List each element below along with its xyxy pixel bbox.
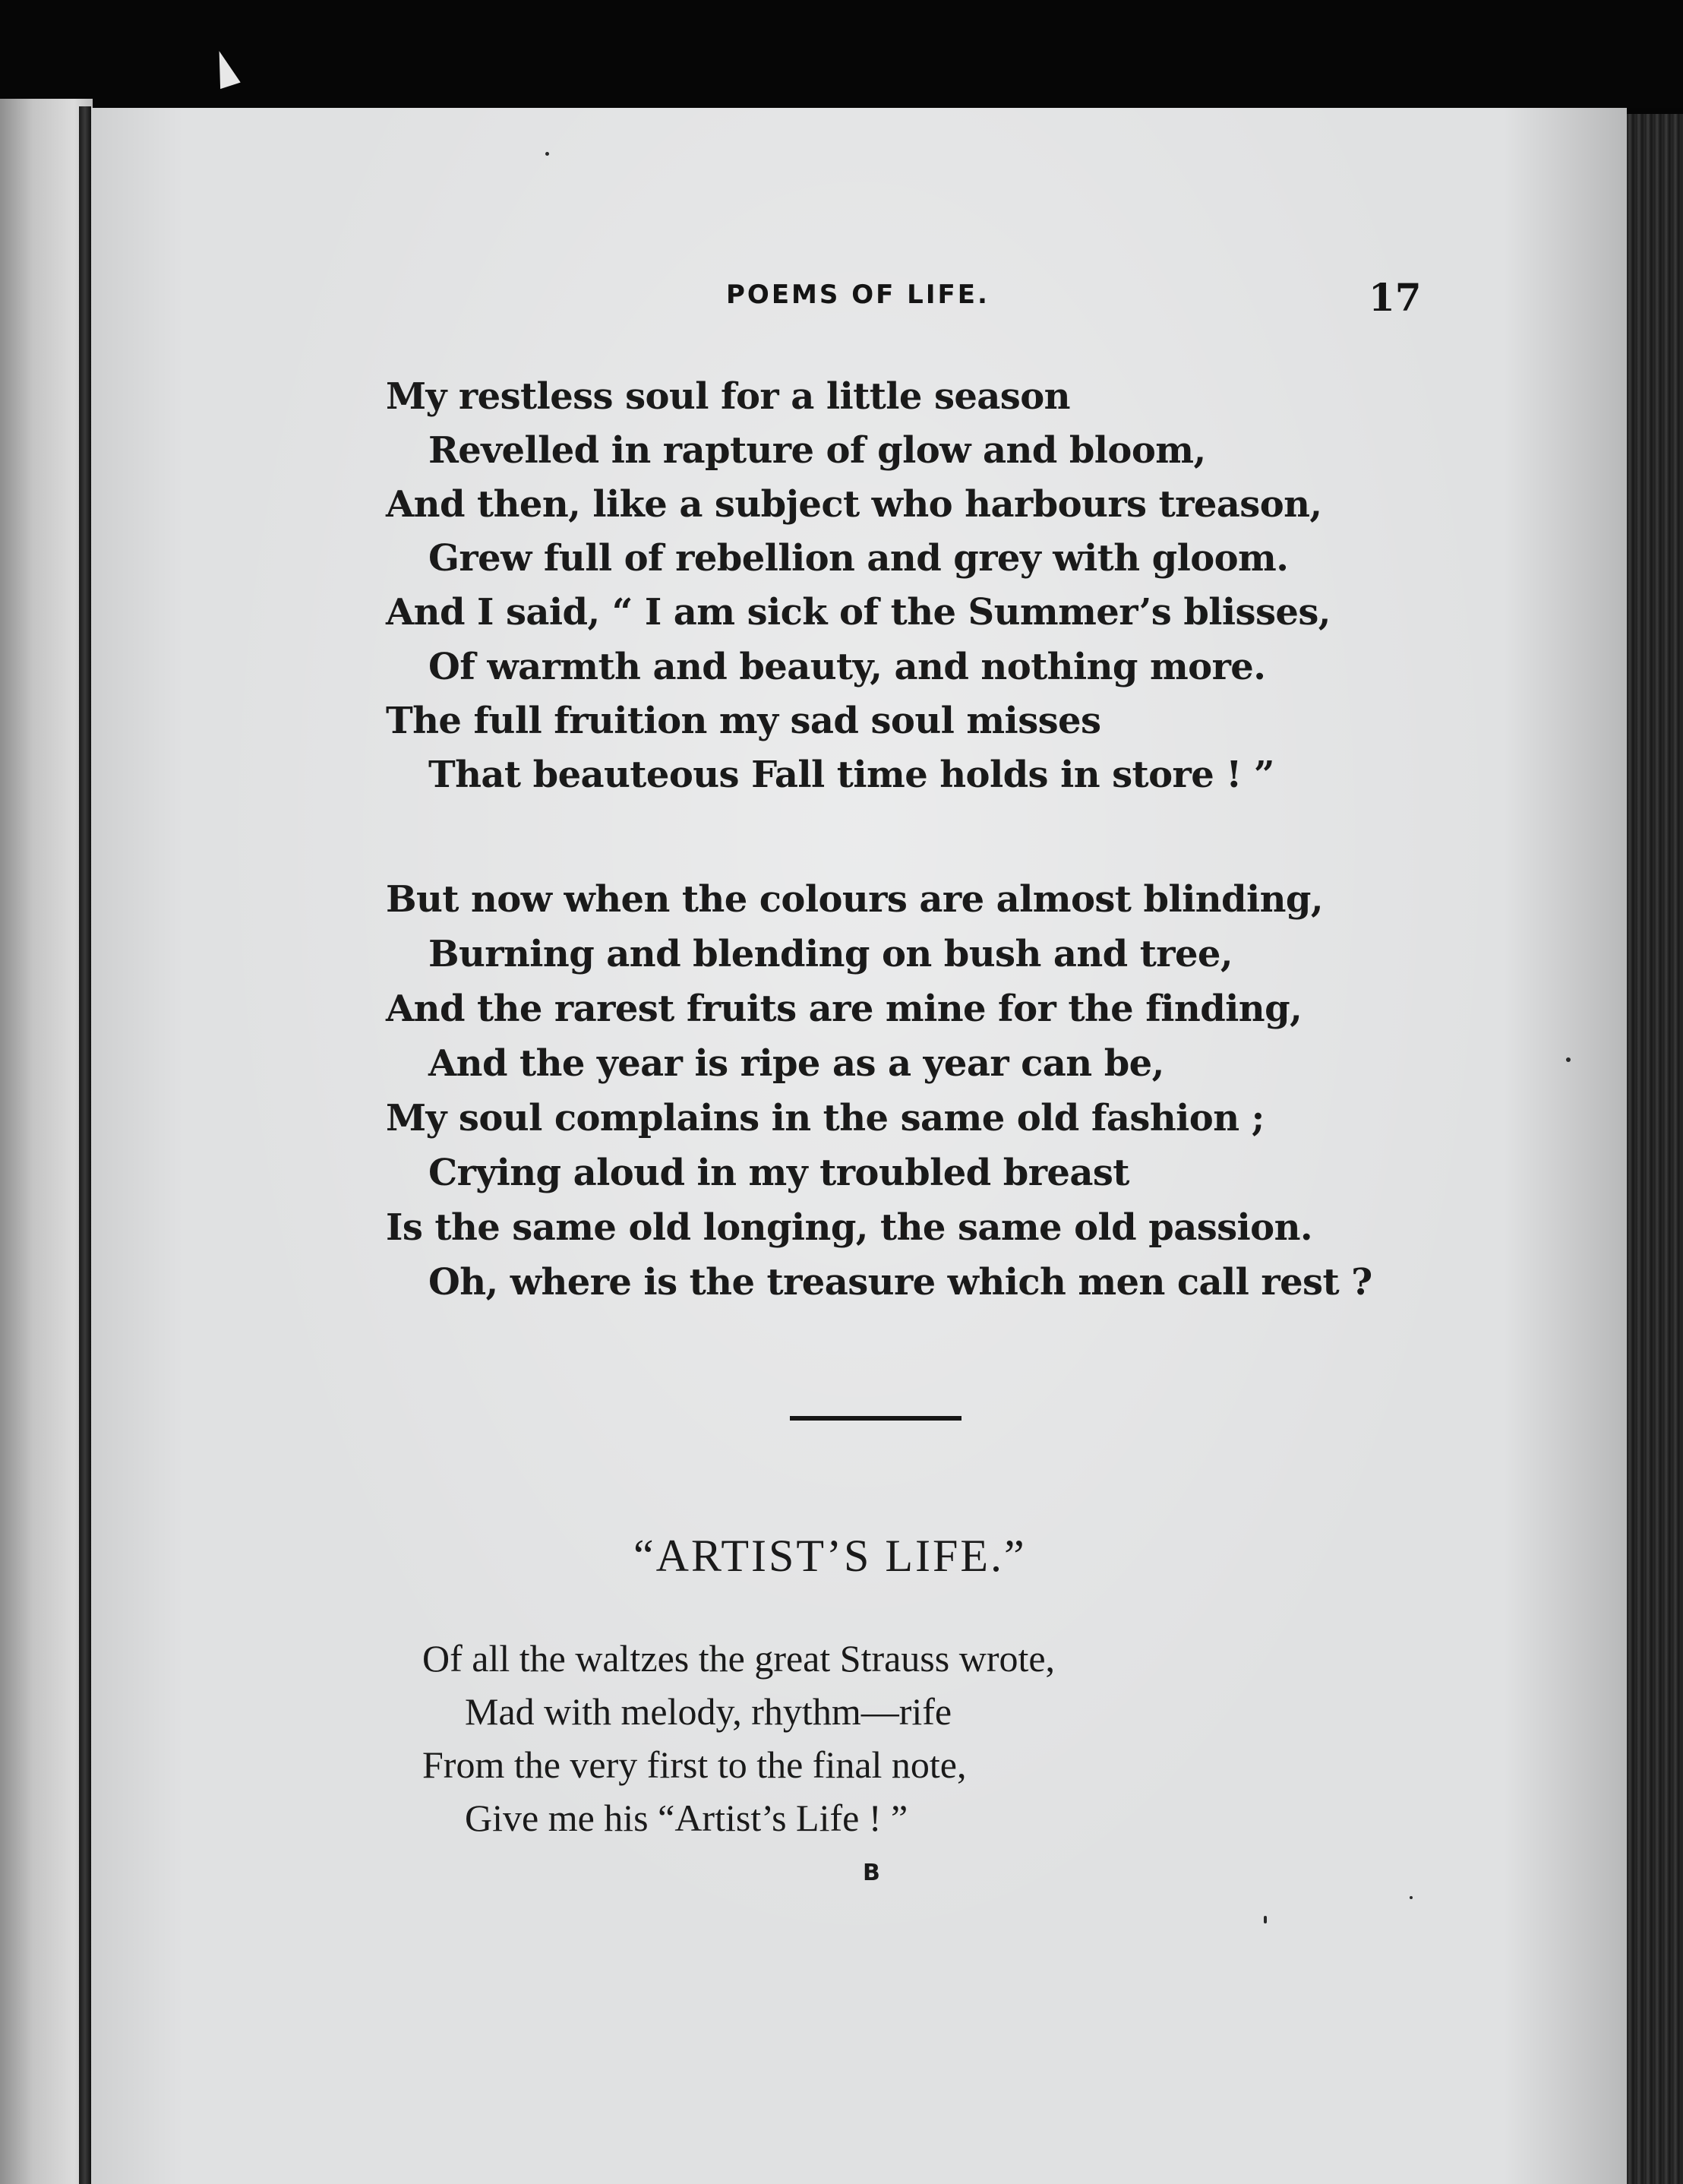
poem-line: Of all the waltzes the great Strauss wrote, [422, 1637, 1056, 1680]
poem-line: That beauteous Fall time holds in store ! ” [428, 754, 1274, 796]
poem-line: And then, like a subject who harbours treason, [386, 483, 1322, 526]
poem-line: And the rarest fruits are mine for the finding, [386, 988, 1303, 1030]
poem-line: Crying aloud in my troubled breast [428, 1152, 1129, 1194]
scan-speck [545, 152, 549, 156]
poem-line: Revelled in rapture of glow and bloom, [428, 429, 1206, 472]
poem-line: And I said, “ I am sick of the Summer’s blisses, [386, 591, 1331, 634]
scan-speck [1566, 1057, 1571, 1062]
poem-line: Is the same old longing, the same old passion. [386, 1206, 1313, 1249]
book-gutter [79, 106, 91, 2184]
section-divider-rule [790, 1416, 961, 1421]
page-edges-right [1627, 114, 1683, 2184]
poem-line: From the very first to the final note, [422, 1743, 967, 1786]
poem-line: And the year is ripe as a year can be, [428, 1042, 1164, 1085]
poem-title: “ARTIST’S LIFE.” [633, 1531, 1027, 1581]
scan-speck [1264, 1916, 1267, 1923]
page-number: 17 [1369, 275, 1422, 320]
poem-line: Mad with melody, rhythm—rife [465, 1690, 952, 1733]
poem-line: Burning and blending on bush and tree, [428, 933, 1233, 975]
running-head: POEMS OF LIFE. [726, 280, 990, 310]
scan-background-top [0, 0, 1683, 108]
scan-speck [1410, 1896, 1413, 1899]
signature-mark: B [863, 1860, 880, 1886]
poem-line: Oh, where is the treasure which men call rest ? [428, 1261, 1372, 1304]
poem-line: My restless soul for a little season [386, 375, 1070, 418]
poem-line: My soul complains in the same old fashion ; [386, 1097, 1265, 1139]
poem-line: Grew full of rebellion and grey with gloom. [428, 537, 1289, 580]
poem-line: Of warmth and beauty, and nothing more. [428, 646, 1266, 688]
poem-line: The full fruition my sad soul misses [386, 700, 1101, 742]
poem-line: But now when the colours are almost blinding, [386, 878, 1323, 921]
poem-line: Give me his “Artist’s Life ! ” [465, 1797, 908, 1839]
